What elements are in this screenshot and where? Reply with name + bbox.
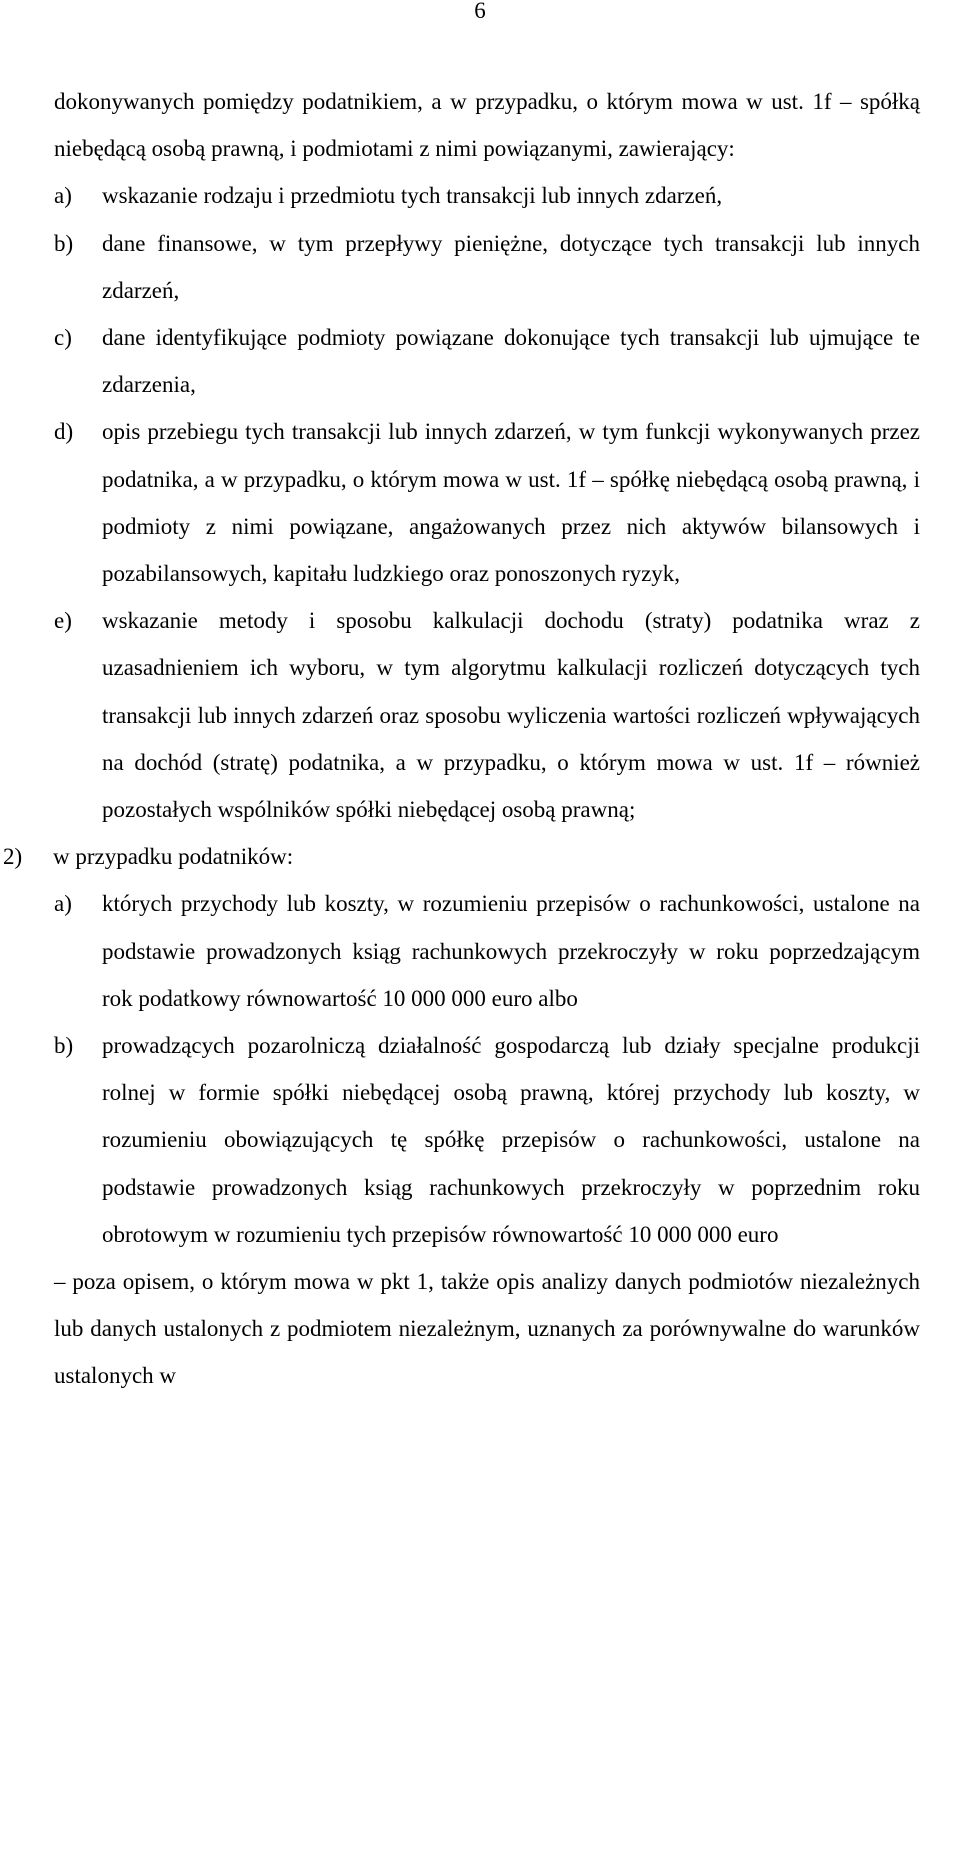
item-label: b)	[54, 1033, 74, 1059]
list-item	[54, 172, 920, 219]
point-label: 2)	[3, 844, 23, 870]
item-label: c)	[54, 325, 72, 351]
item-text: opis przebiegu tych transakcji lub innych zdarzeń, w tym funkcji wykonywanych przez podatnika, a w przypadku, o którym mowa w ust. 1f – spółkę niebędącą osobą prawną, i podmioty z nimi powiązane, angażowanych przez nich aktywów bilansowych i pozabilansowych, kapitału ludzkiego oraz ponoszonych ryzyk,	[102, 419, 920, 587]
item-label: e)	[54, 608, 72, 634]
list-subpoints-2	[54, 880, 920, 1258]
item-label: d)	[54, 419, 74, 445]
point-2	[3, 833, 920, 1258]
list-subpoints-1	[54, 172, 920, 833]
point-text: w przypadku podatników:	[53, 844, 294, 870]
list-item	[54, 314, 920, 408]
list-item	[54, 408, 920, 597]
intro-paragraph: dokonywanych pomiędzy podatnikiem, a w przypadku, o którym mowa w ust. 1f – spółką niebędącą osobą prawną, i podmiotami z nimi powiązanymi, zawierający:	[54, 89, 920, 162]
item-text: dane finansowe, w tym przepływy pieniężne, dotyczące tych transakcji lub innych zdarzeń,	[102, 230, 920, 303]
item-text: prowadzących pozarolniczą działalność gospodarczą lub działy specjalne produkcji rolnej w formie spółki niebędącej osobą prawną, której przychody lub koszty, w rozumieniu obowiązujących tę spółkę przepisów o rachunkowości, ustalone na podstawie prowadzonych ksiąg rachunkowych przekroczyły w poprzednim roku obrotowym w rozumieniu tych przepisów równowartość 10 000 000 euro	[102, 1033, 920, 1247]
list-item	[54, 880, 920, 1022]
closing-paragraph: – poza opisem, o którym mowa w pkt 1, także opis analizy danych podmiotów niezależnych lub danych ustalonych z podmiotem niezależnym, uznanych za porównywalne do warunków ustalonych w	[54, 1269, 920, 1389]
document-body	[3, 78, 920, 1400]
item-label: a)	[54, 891, 72, 917]
item-text: których przychody lub koszty, w rozumieniu przepisów o rachunkowości, ustalone na podstawie prowadzonych ksiąg rachunkowych przekroczyły w roku poprzedzającym rok podatkowy równowartość 10 000 000 euro albo	[102, 891, 920, 1011]
list-item	[54, 220, 920, 314]
item-label: a)	[54, 183, 72, 209]
item-text: wskazanie rodzaju i przedmiotu tych transakcji lub innych zdarzeń,	[102, 183, 723, 209]
page-number: 6	[474, 0, 486, 23]
item-label: b)	[54, 230, 74, 256]
item-text: wskazanie metody i sposobu kalkulacji dochodu (straty) podatnika wraz z uzasadnieniem ich wyboru, w tym algorytmu kalkulacji rozliczeń dotyczących tych transakcji lub innych zdarzeń oraz sposobu wyliczenia wartości rozliczeń wpływających na dochód (stratę) podatnika, a w przypadku, o którym mowa w ust. 1f – również pozostałych wspólników spółki niebędącej osobą prawną;	[102, 608, 920, 823]
list-item	[54, 597, 920, 833]
list-item	[54, 1022, 920, 1258]
item-text: dane identyfikujące podmioty powiązane dokonujące tych transakcji lub ujmujące te zdarzenia,	[102, 325, 920, 398]
